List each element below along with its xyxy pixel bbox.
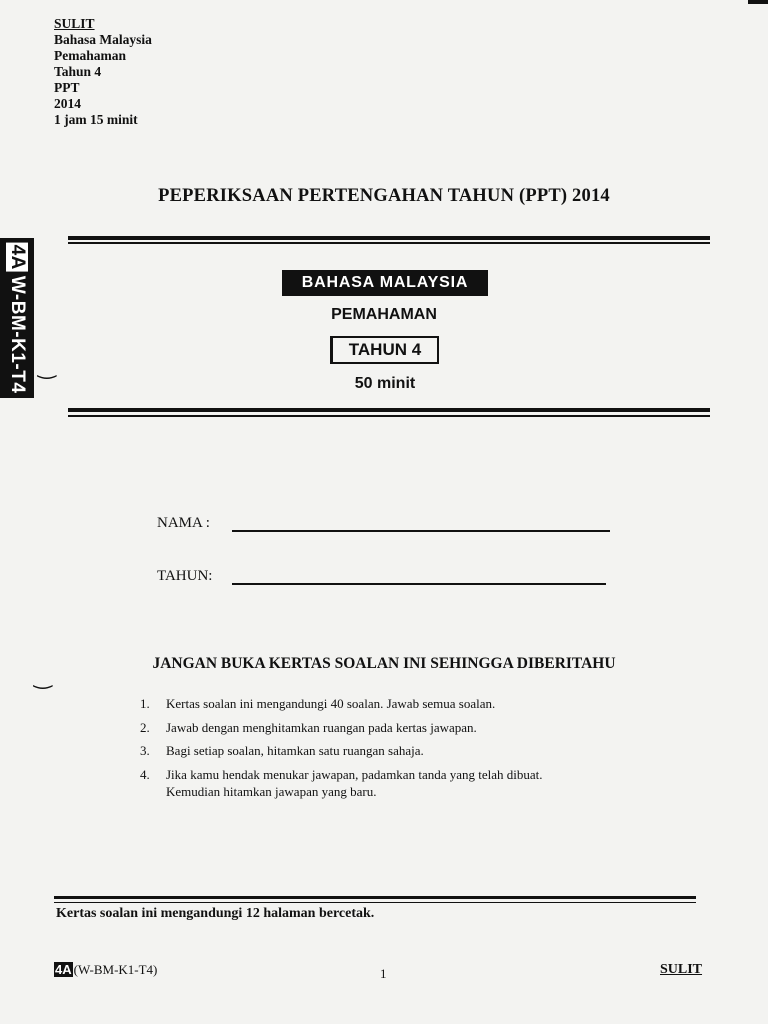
footer-code bbox=[54, 962, 157, 978]
warning-text: JANGAN BUKA KERTAS SOALAN INI SEHINGGA DIBERITAHU bbox=[152, 655, 616, 672]
cover-year-box: TAHUN 4 bbox=[330, 336, 439, 364]
header-block bbox=[54, 16, 152, 128]
name-label: NAMA : bbox=[157, 515, 210, 531]
header-duration: 1 jam 15 minit bbox=[54, 112, 138, 127]
header-classification: SULIT bbox=[54, 16, 95, 31]
footer-classification: SULIT bbox=[660, 962, 703, 977]
binding-mark: ‿ bbox=[38, 354, 56, 379]
header-exam-code: PPT bbox=[54, 80, 80, 95]
instruction-item bbox=[140, 763, 543, 802]
binding-mark-lower: ‿ bbox=[34, 664, 52, 689]
side-tab-label: W-BM-K1-T4 bbox=[7, 275, 28, 394]
bottom-rule bbox=[68, 408, 710, 412]
header-year: 2014 bbox=[54, 96, 81, 111]
year-line[interactable] bbox=[232, 583, 606, 585]
cover-subject: BAHASA MALAYSIA bbox=[282, 270, 488, 296]
bottom-rule-thin bbox=[68, 415, 710, 417]
header-subject: Bahasa Malaysia bbox=[54, 32, 152, 47]
instruction-text: Jawab dengan menghitamkan ruangan pada kertas jawapan. bbox=[166, 719, 477, 735]
instruction-number: 4. bbox=[140, 766, 150, 782]
footer-rule bbox=[54, 896, 696, 899]
top-rule bbox=[68, 236, 710, 240]
header-year-level: Tahun 4 bbox=[54, 64, 102, 79]
cover-paper: PEMAHAMAN bbox=[331, 306, 437, 323]
cover-duration: 50 minit bbox=[354, 375, 416, 392]
pages-note: Kertas soalan ini mengandungi 12 halaman bercetak. bbox=[56, 906, 375, 921]
instruction-number: 2. bbox=[140, 719, 150, 735]
top-rule-thin bbox=[68, 242, 710, 244]
year-label: TAHUN: bbox=[157, 568, 213, 584]
footer-code-text: (W-BM-K1-T4) bbox=[73, 962, 158, 977]
instruction-number: 1. bbox=[140, 696, 150, 711]
corner-mark bbox=[748, 0, 768, 4]
instruction-text: Jika kamu hendak menukar jawapan, padamkan tanda yang telah dibuat. bbox=[166, 766, 543, 782]
instruction-item bbox=[140, 739, 543, 763]
footer-code-badge: 4A bbox=[55, 962, 72, 977]
instruction-item bbox=[140, 716, 543, 740]
footer-rule-thin bbox=[54, 902, 696, 903]
header-paper: Pemahaman bbox=[54, 48, 126, 63]
name-line[interactable] bbox=[232, 530, 610, 532]
instruction-text: Bagi setiap soalan, hitamkan satu ruangan sahaja. bbox=[166, 743, 424, 758]
instruction-item bbox=[140, 692, 543, 716]
page-number: 1 bbox=[380, 966, 387, 981]
exam-title: PEPERIKSAAN PERTENGAHAN TAHUN (PPT) 2014 bbox=[158, 186, 610, 206]
instructions-list bbox=[140, 692, 543, 801]
side-tab-code: 4A bbox=[7, 244, 28, 270]
instruction-continuation: Kemudian hitamkan jawapan yang baru. bbox=[166, 784, 377, 799]
instruction-number: 3. bbox=[140, 743, 150, 758]
instruction-text: Kertas soalan ini mengandungi 40 soalan. Jawab semua soalan. bbox=[166, 696, 496, 711]
